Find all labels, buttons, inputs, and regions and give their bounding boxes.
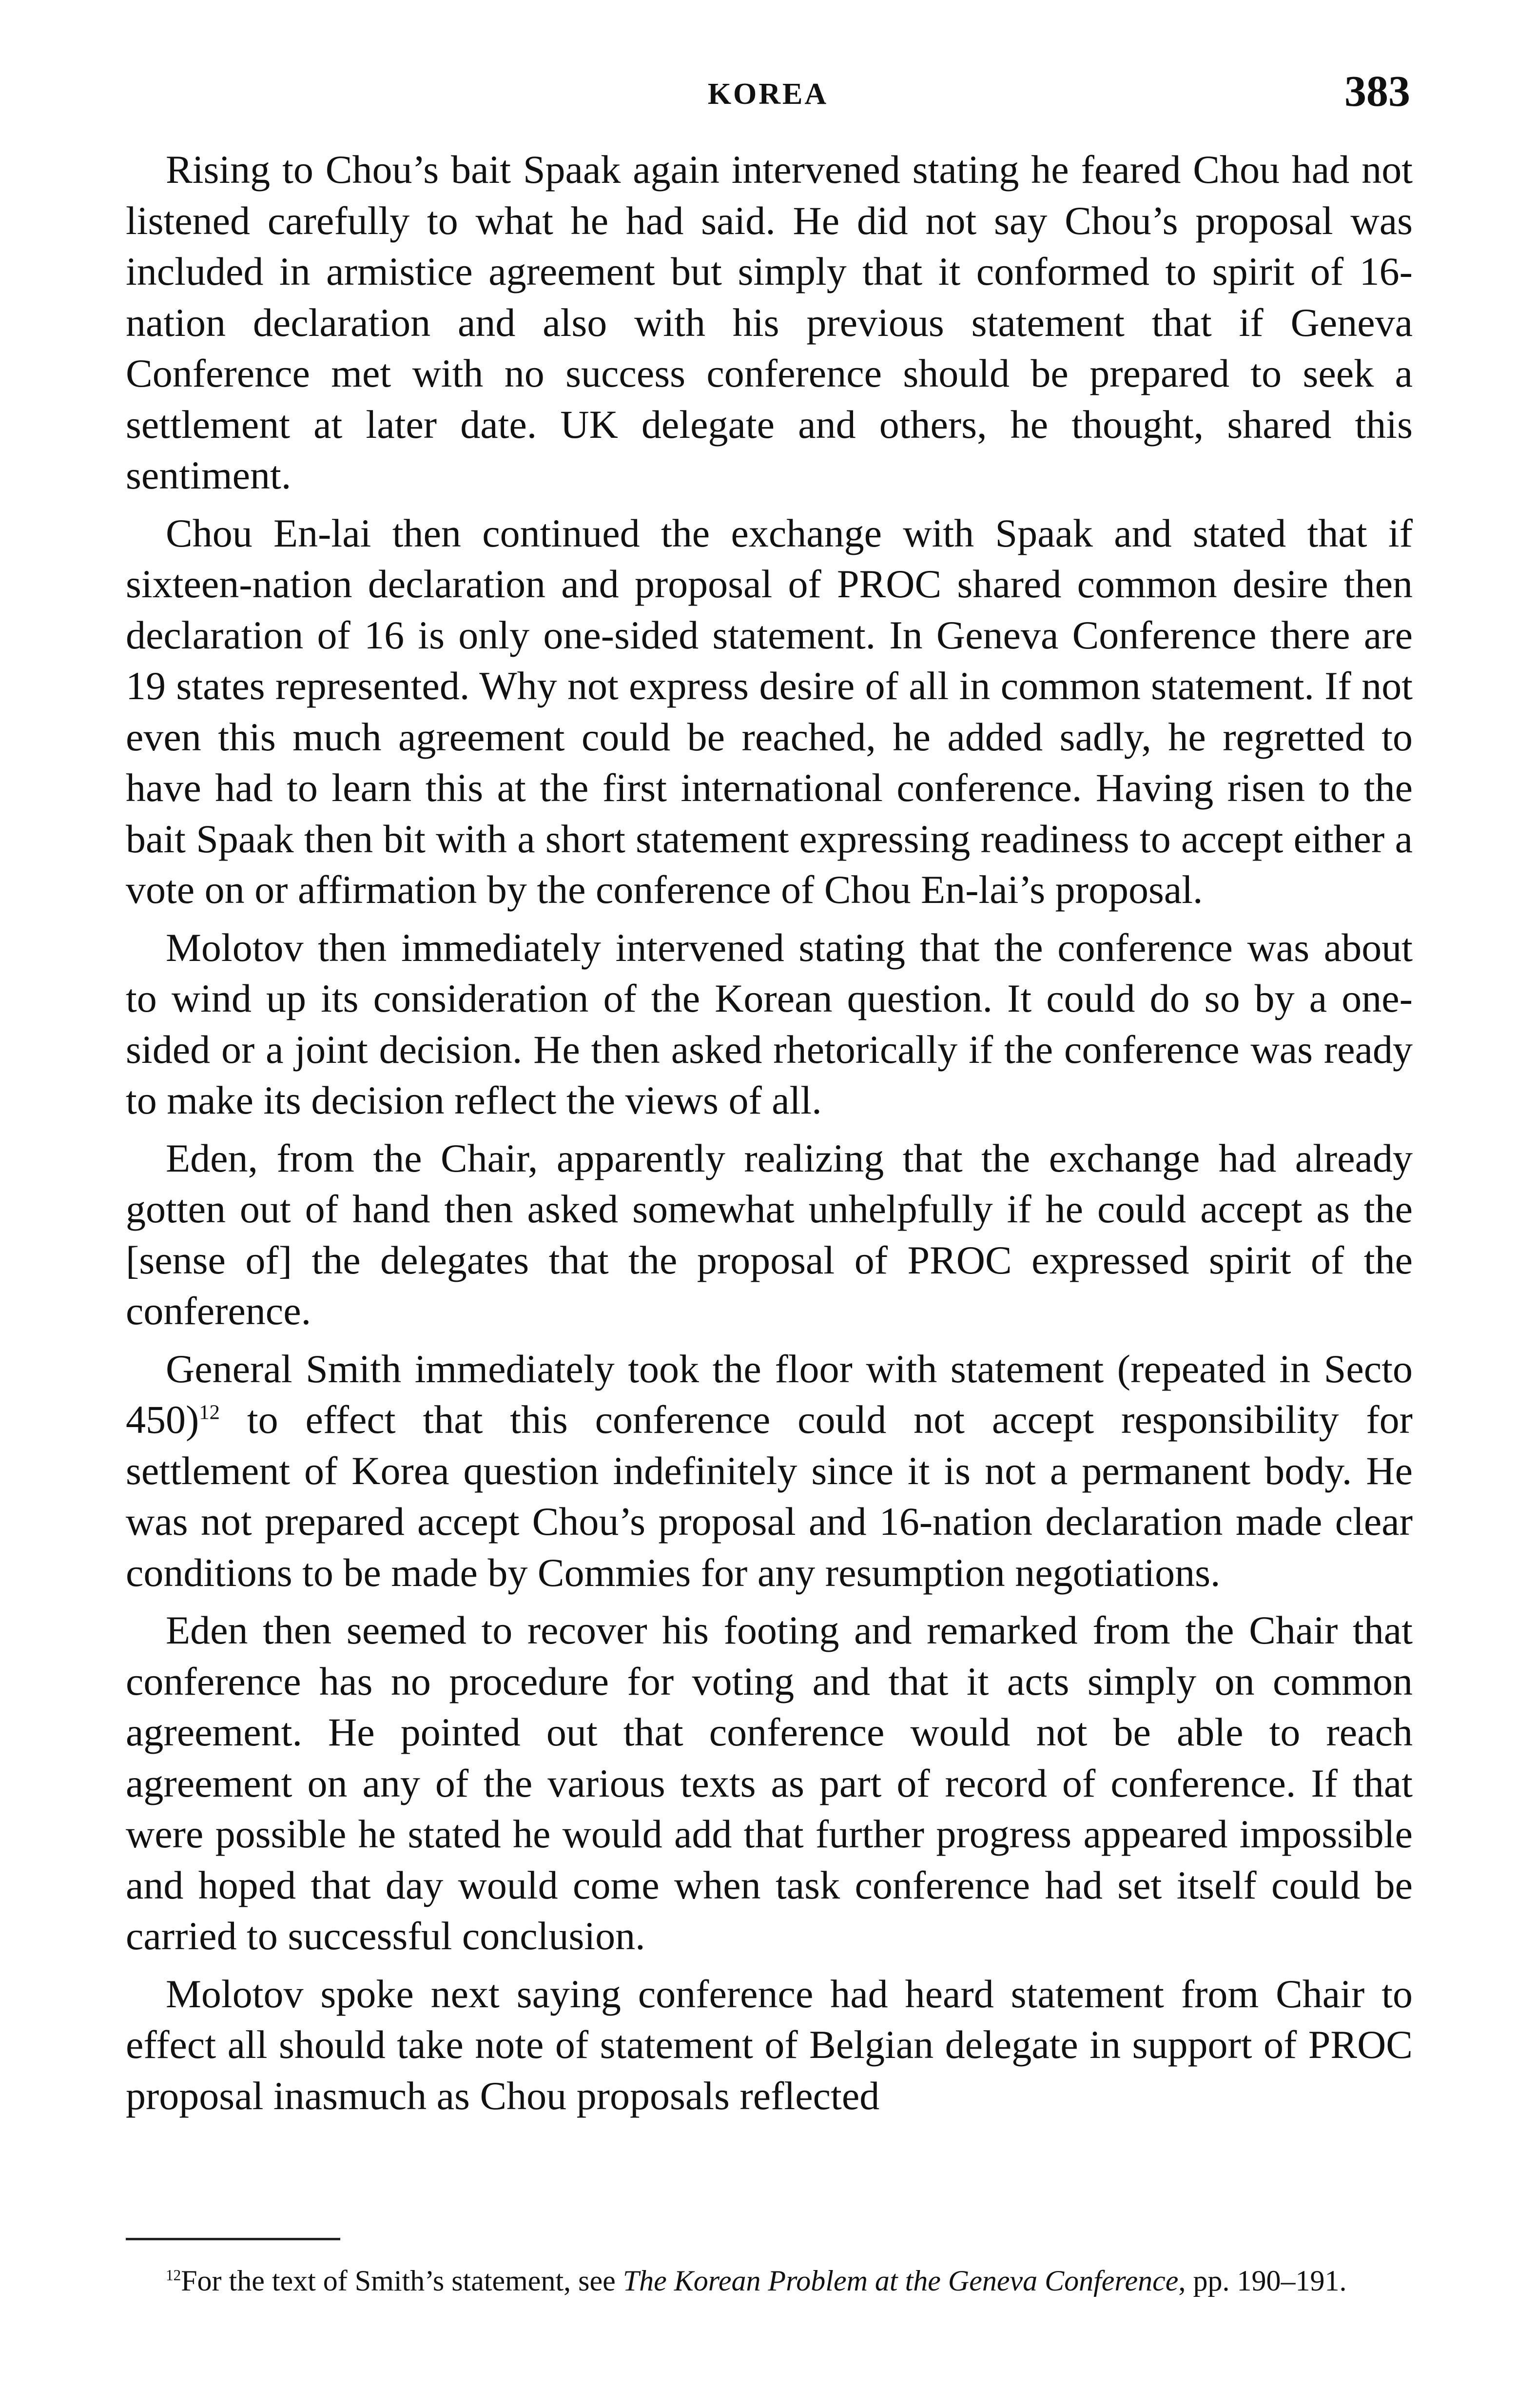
footnote-text: For the text of Smith’s statement, see: [181, 2265, 623, 2297]
footnote-text: , pp. 190–191.: [1178, 2265, 1347, 2297]
paragraph-text: General Smith immediately took the floor with statement (repeated in Secto 450): [126, 1346, 1413, 1442]
paragraph: Eden then seemed to recover his footing and remarked from the Chair that conference has no procedure for voting and that it acts simply on common agreement. He pointed out that conference would not be able to reach agreement on any of the various texts as part of record of conference. If that were possible he stated he would add that further progress appeared impossible and hoped that day would come when task conference had set itself could be carried to successful conclusion.: [126, 1608, 1413, 1958]
paragraph: Chou En-lai then continued the exchange with Spaak and stated that if sixteen-nation declaration and proposal of PROC shared common desire then declaration of 16 is only one-sided statement. In Geneva Conference there are 19 states represented. Why not express desire of all in common statement. If not even this much agreement could be reached, he added sadly, he regretted to have had to learn this at the first international conference. Having risen to the bait Spaak then bit with a short statement expressing readiness to accept either a vote on or affirmation by the conference of Chou En-lai’s proposal.: [126, 510, 1413, 912]
footnote-divider: [126, 2238, 340, 2240]
body-text: [126, 144, 1413, 2128]
paragraph: Eden, from the Chair, apparently realizing that the exchange had already gotten out of hand then asked somewhat unhelpfully if he could accept as the [sense of] the delegates that the proposal of PROC expressed spirit of the conference.: [126, 1135, 1413, 1333]
paragraph-text: to effect that this conference could not accept responsibility for settlement of Korea question indefinitely since it is not a permanent body. He was not prepared accept Chou’s proposal and 16-nation declaration made clear conditions to be made by Commies for any resumption negotiations.: [126, 1397, 1413, 1595]
running-head: [0, 67, 1536, 127]
footnote-reference[interactable]: 12: [199, 1401, 220, 1424]
paragraph-with-note: [126, 1344, 1413, 1599]
paragraph: Rising to Chou’s bait Spaak again intervened stating he feared Chou had not listened carefully to what he had said. He did not say Chou’s proposal was included in armistice agreement but simply that it conformed to spirit of 16-nation declaration and also with his previous statement that if Geneva Conference met with no success conference should be prepared to seek a settlement at later date. UK delegate and others, he thought, shared this sentiment.: [126, 147, 1413, 497]
page-number: 383: [1344, 67, 1410, 116]
footnote-number: 12: [166, 2267, 181, 2284]
paragraph: Molotov spoke next saying conference had heard statement from Chair to effect all should take note of statement of Belgian delegate in support of PROC proposal inasmuch as Chou proposals reflected: [126, 1971, 1413, 2118]
paragraph: Molotov then immediately intervened stating that the conference was about to wind up its consideration of the Korean question. It could do so by a one-sided or a joint decision. He then asked rhetorically if the conference was ready to make its decision reflect the views of all.: [126, 925, 1413, 1122]
running-title: KOREA: [707, 78, 829, 111]
footnote: [126, 2262, 1413, 2299]
footnote-citation-title: The Korean Problem at the Geneva Conference: [622, 2265, 1179, 2297]
